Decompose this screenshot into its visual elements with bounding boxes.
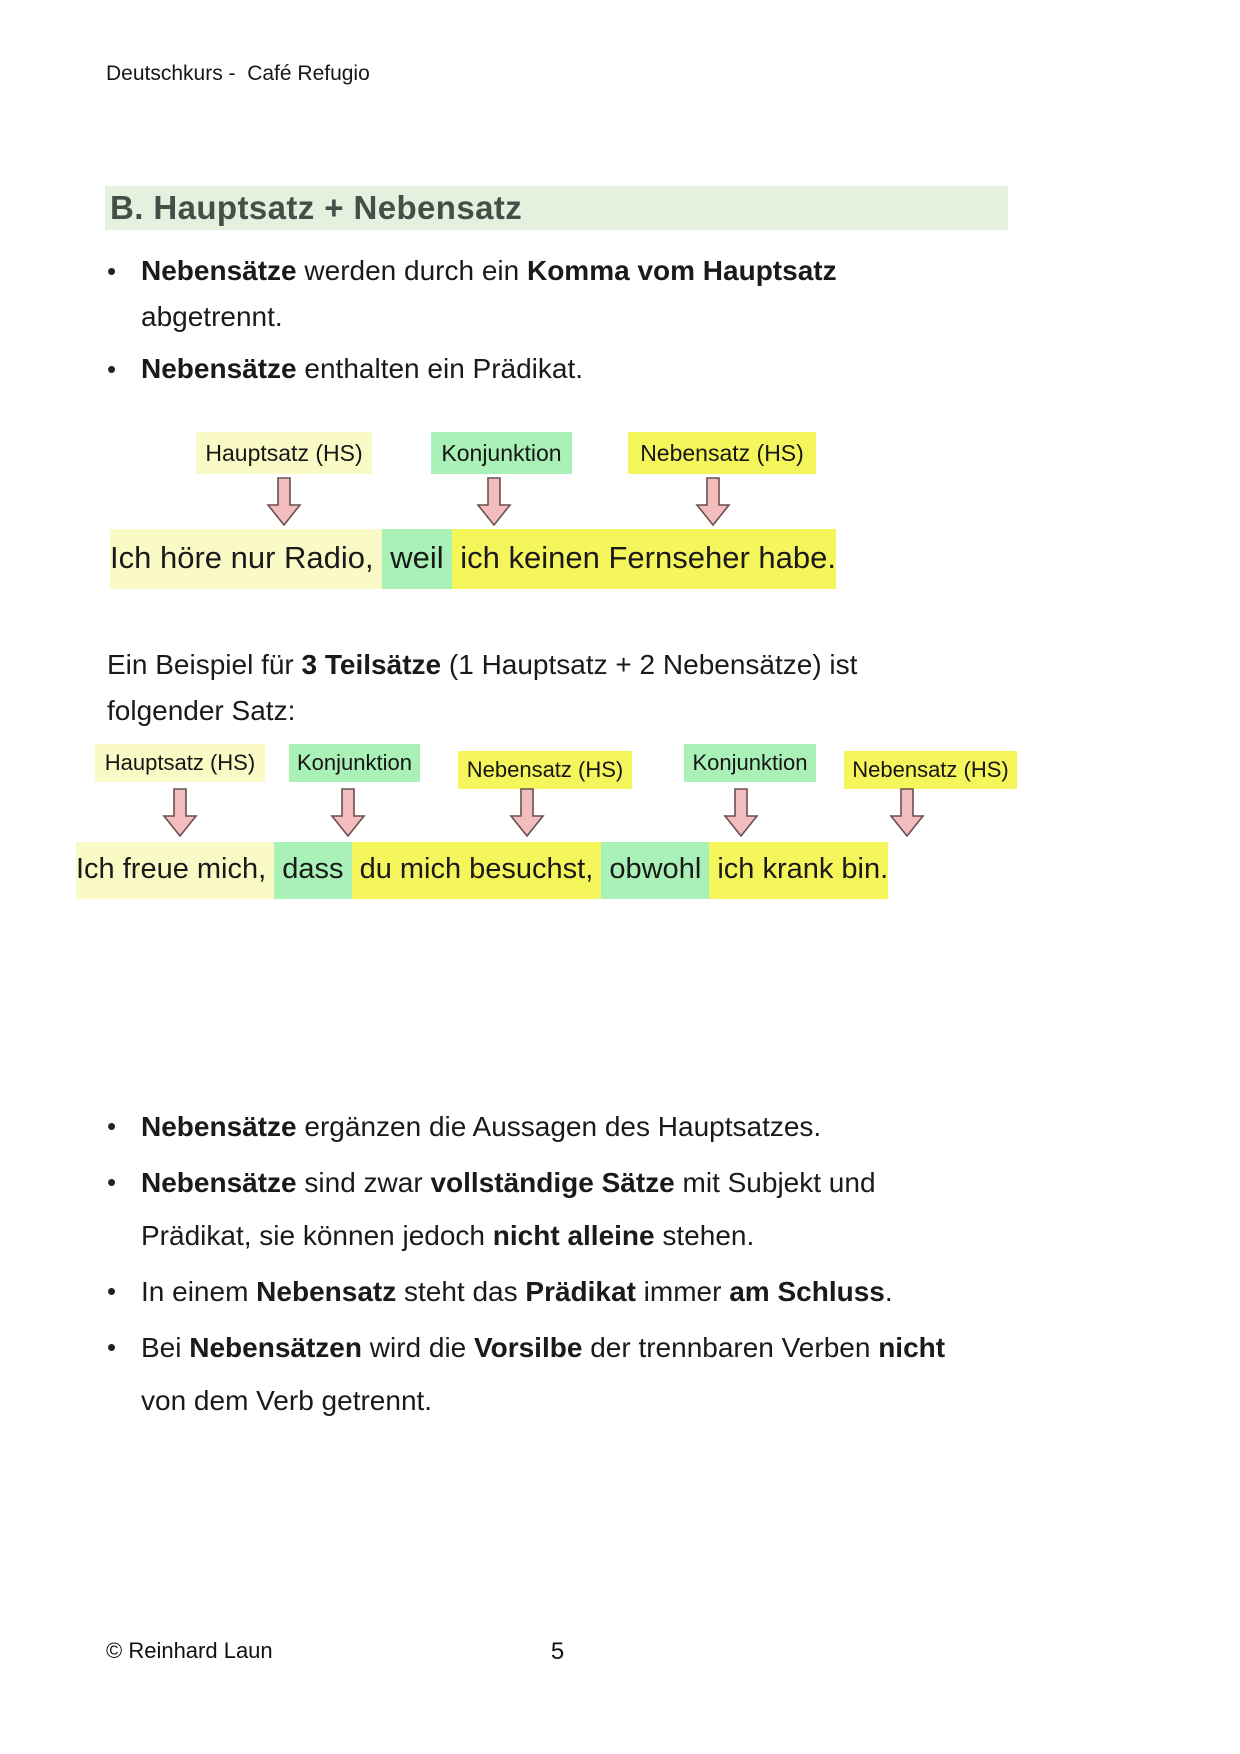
text-segment: von dem Verb getrennt. bbox=[141, 1385, 433, 1416]
text-segment: werden durch ein bbox=[296, 255, 527, 286]
down-arrow-icon bbox=[509, 788, 545, 838]
document-header: Deutschkurs - Café Refugio bbox=[106, 62, 370, 85]
clause-label-konjunktion-2: Konjunktion bbox=[289, 744, 420, 782]
bullet-marker: • bbox=[107, 256, 117, 286]
clause-label-hauptsatz-1: Hauptsatz (HS) bbox=[196, 432, 372, 474]
section-title: B. Hauptsatz + Nebensatz bbox=[110, 189, 523, 226]
bullet-item bbox=[107, 346, 1007, 392]
text-segment: enthalten ein Prädikat. bbox=[296, 353, 584, 384]
bullet-text bbox=[141, 1100, 821, 1153]
text-segment: Nebensätze bbox=[141, 1167, 297, 1198]
sentence-segment: weil bbox=[382, 529, 451, 589]
down-arrow-icon bbox=[476, 477, 512, 527]
bullet-text bbox=[141, 1321, 945, 1427]
bullet-marker: • bbox=[107, 1276, 117, 1306]
clause-label-konjunktion-1: Konjunktion bbox=[431, 432, 572, 474]
bullet-item bbox=[107, 1156, 1007, 1262]
text-segment: Ein Beispiel für bbox=[107, 649, 302, 680]
clause-label-konjunktion-3: Konjunktion bbox=[684, 744, 816, 782]
text-segment: am Schluss bbox=[729, 1276, 885, 1307]
clause-label-nebensatz-3: Nebensatz (HS) bbox=[844, 751, 1017, 789]
text-segment: der trennbaren Verben bbox=[582, 1332, 879, 1363]
text-segment: mit Subjekt und bbox=[674, 1167, 876, 1198]
section-title-bar bbox=[105, 186, 1008, 230]
footer-copyright: © Reinhard Laun bbox=[106, 1638, 273, 1663]
bullet-item bbox=[107, 248, 1007, 340]
text-segment: Nebensätze bbox=[141, 353, 297, 384]
bullet-text bbox=[141, 346, 583, 392]
sentence-segment: Ich höre nur Radio, bbox=[110, 529, 382, 589]
sentence-segment: Ich freue mich, bbox=[76, 842, 274, 899]
example-intro-paragraph bbox=[107, 642, 967, 734]
clause-label-hauptsatz-2: Hauptsatz (HS) bbox=[95, 744, 265, 782]
down-arrow-icon bbox=[695, 477, 731, 527]
bullet-item bbox=[107, 1100, 1007, 1153]
text-segment: vollständige Sätze bbox=[430, 1167, 675, 1198]
bullet-text bbox=[141, 1156, 876, 1262]
bullet-marker: • bbox=[107, 354, 117, 384]
sentence-segment: ich keinen Fernseher habe. bbox=[452, 529, 836, 589]
sentence-segment: ich krank bin. bbox=[709, 842, 888, 899]
text-segment: Nebensätze bbox=[141, 255, 297, 286]
text-segment: (1 Hauptsatz + 2 Nebensätze) ist bbox=[441, 649, 858, 680]
text-segment: Nebensätzen bbox=[189, 1332, 362, 1363]
bullet-marker: • bbox=[107, 1167, 117, 1197]
sentence-segment: dass bbox=[274, 842, 351, 899]
text-segment: Vorsilbe bbox=[474, 1332, 583, 1363]
text-segment: Prädikat bbox=[525, 1276, 636, 1307]
down-arrow-icon bbox=[266, 477, 302, 527]
text-segment: sind zwar bbox=[296, 1167, 431, 1198]
bullet-marker: • bbox=[107, 1111, 117, 1141]
bullet-item bbox=[107, 1321, 1007, 1427]
page-number: 5 bbox=[550, 1638, 565, 1665]
text-segment: immer bbox=[635, 1276, 730, 1307]
example-sentence-1 bbox=[110, 529, 836, 589]
text-segment: nicht bbox=[878, 1332, 946, 1363]
bullet-list-bottom bbox=[107, 1100, 1007, 1430]
text-segment: steht das bbox=[396, 1276, 526, 1307]
text-segment: wird die bbox=[361, 1332, 475, 1363]
text-segment: nicht alleine bbox=[492, 1220, 655, 1251]
bullet-list-top bbox=[107, 248, 1007, 398]
text-segment: In einem bbox=[141, 1276, 257, 1307]
down-arrow-icon bbox=[889, 788, 925, 838]
sentence-segment: du mich besuchst, bbox=[352, 842, 602, 899]
down-arrow-icon bbox=[723, 788, 759, 838]
text-segment: ergänzen die Aussagen des Hauptsatzes. bbox=[296, 1111, 822, 1142]
text-segment: abgetrennt. bbox=[141, 301, 283, 332]
text-segment: . bbox=[884, 1276, 893, 1307]
bullet-item bbox=[107, 1265, 1007, 1318]
text-segment: Nebensätze bbox=[141, 1111, 297, 1142]
bullet-marker: • bbox=[107, 1332, 117, 1362]
text-segment: Prädikat, sie können jedoch bbox=[141, 1220, 493, 1251]
bullet-text bbox=[141, 1265, 893, 1318]
text-segment: stehen. bbox=[654, 1220, 755, 1251]
example-sentence-2 bbox=[76, 842, 888, 899]
text-segment: folgender Satz: bbox=[107, 695, 296, 726]
page-footer bbox=[106, 1638, 1009, 1672]
clause-label-nebensatz-1: Nebensatz (HS) bbox=[628, 432, 816, 474]
clause-label-nebensatz-2: Nebensatz (HS) bbox=[458, 751, 632, 789]
down-arrow-icon bbox=[162, 788, 198, 838]
text-segment: Komma vom Hauptsatz bbox=[526, 255, 837, 286]
text-segment: Bei bbox=[141, 1332, 190, 1363]
sentence-segment: obwohl bbox=[601, 842, 709, 899]
bullet-text bbox=[141, 248, 837, 340]
down-arrow-icon bbox=[330, 788, 366, 838]
text-segment: Nebensatz bbox=[256, 1276, 397, 1307]
text-segment: 3 Teilsätze bbox=[301, 649, 442, 680]
